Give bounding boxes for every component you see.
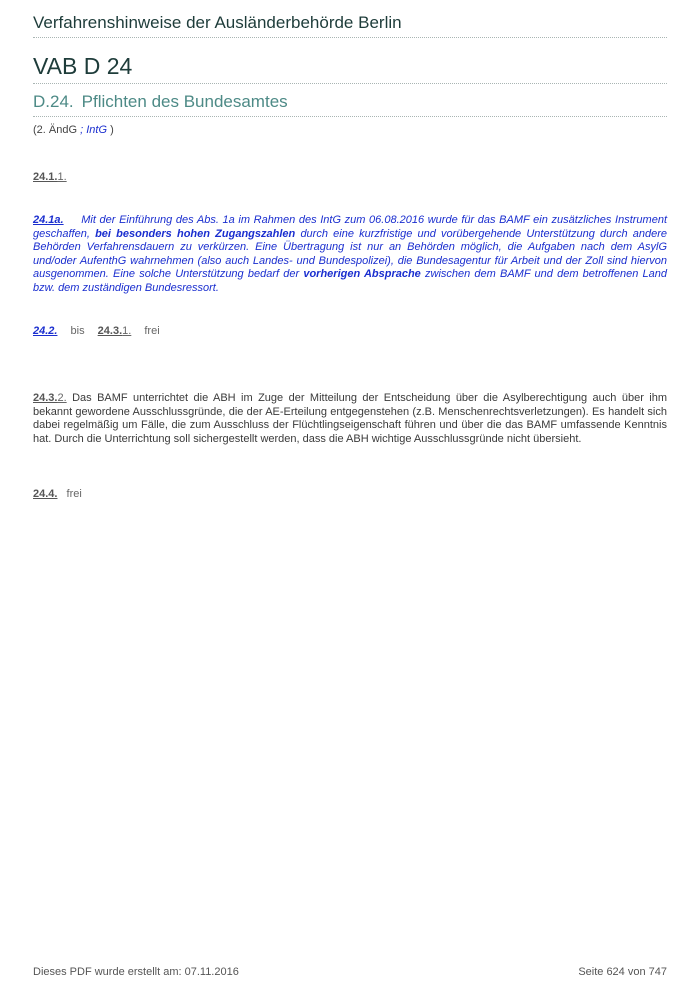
range-24-2-to-24-3-1	[33, 325, 160, 337]
ref-link-sub[interactable]: 2.	[57, 392, 67, 404]
divider	[33, 116, 667, 117]
document-page	[33, 0, 667, 990]
amendment-link-intg[interactable]: IntG	[86, 124, 108, 136]
ref-link-24-3-main[interactable]: 24.3.	[97, 325, 123, 337]
ref-link-24-1a[interactable]: 24.1a.	[33, 214, 64, 226]
status-frei: frei	[66, 488, 82, 500]
ref-24-4	[33, 488, 82, 500]
ref-link-main[interactable]: 24.1.	[33, 171, 58, 183]
amendment-ref-aendg: (2. ÄndG	[33, 124, 78, 136]
footer-page-number: Seite 624 von 747	[578, 966, 667, 978]
separator: ;	[80, 124, 84, 136]
ref-24-1-1[interactable]	[33, 171, 67, 183]
para-emphasis: vorherigen Absprache	[303, 268, 421, 281]
vab-heading: VAB D 24	[33, 53, 133, 79]
section-title: Pflichten des Bundesamtes	[81, 92, 288, 111]
amendment-references	[33, 124, 114, 136]
divider	[33, 37, 667, 38]
section-number: D.24.	[33, 92, 74, 111]
para-emphasis: bei besonders hohen Zugangszahlen	[95, 227, 296, 240]
document-title: Verfahrenshinweise der Ausländerbehörde Berlin	[33, 13, 402, 32]
ref-link-24-3-sub[interactable]: 1.	[122, 325, 132, 337]
status-frei: frei	[144, 325, 160, 337]
footer-created-date: Dieses PDF wurde erstellt am: 07.11.2016	[33, 966, 239, 978]
para-text: Das BAMF unterrichtet die ABH im Zuge der Mitteilung der Entscheidung über die Asylberechtigung auch über ihm bekannt gewordene Ausschlussgründe, die der AE-Erteilung entgegenstehen (z.B. Menschenrechtsverletzungen). Es handelt sich dabei regelmäßig um Fälle, die zum Ausschluss der Flüchtlingseigenschaft führen und über die das BAMF umfassende Kenntnis hat. Durch die Unterrichtung soll sichergestellt werden, dass die ABH wichtige Ausschlussgründe nicht übersieht.	[33, 392, 668, 445]
closing-paren: )	[110, 124, 114, 136]
ref-link-24-4[interactable]: 24.4.	[33, 488, 58, 500]
ref-link-sub[interactable]: 1.	[57, 171, 67, 183]
divider	[33, 83, 667, 84]
paragraph-24-3-2	[33, 392, 667, 446]
range-bis: bis	[70, 325, 85, 337]
ref-link-24-3[interactable]: 24.3.	[33, 392, 58, 404]
section-heading	[33, 92, 288, 112]
paragraph-24-1a	[33, 214, 667, 296]
para-text: Mit der Einführung des Abs. 1a im Rahmen des IntG zum 06.08.2016 wurde für das BAMF ein zusätzliches Instrument geschaffen,	[33, 214, 667, 240]
para-text: zwischen dem BAMF und dem betroffenen Land bzw. dem zuständigen Bundesressort.	[33, 268, 667, 294]
para-text: durch eine kurzfristige und vorübergehende Unterstützung durch andere Behörden Verfahrensdauern zu verkürzen. Eine Übertragung ist nur an Behörden möglich, die Aufgaben nach dem AsylG und/oder AufenthG wahrnehmen (also auch Landes- und Bundespolizei), die Bundesagentur für Arbeit und der Zoll sind hiervon ausgenommen. Eine solche Unterstützung bedarf der	[33, 227, 668, 281]
ref-link-24-2[interactable]: 24.2.	[33, 325, 58, 337]
